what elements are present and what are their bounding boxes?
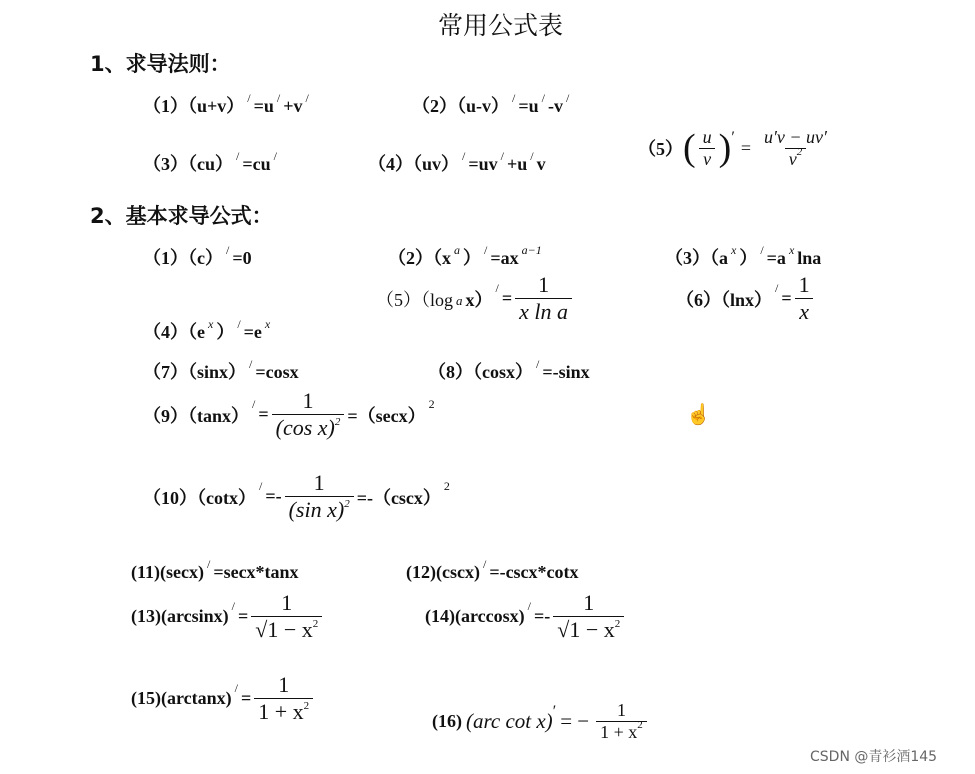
formula-arctangent: (15)(arctanx) / = $\frac{1}{1 + x^2}$ [131, 672, 316, 725]
section-heading-derivative-rules: 1、求导法则： [90, 52, 231, 76]
formula-secant: (11)(secx) / =secx*tanx [131, 557, 299, 582]
formula-arcsine: (13)(arcsinx) / = $\frac{1}{√1 - x^2}$ [131, 590, 325, 643]
rule-sum: （1）（u+v） / =u / +v / [143, 91, 309, 116]
rule-constant-multiple: （3）（cu） / =cu / [143, 149, 277, 174]
formula-exponential-e: （4）（e $^x$ ） / =e $^x$ [143, 317, 271, 342]
arctangent-fraction: $\frac{1}{1 + x^2}$ [254, 672, 313, 725]
page-title: 常用公式表 [438, 11, 564, 40]
log-fraction: $\frac{1}{\text{x ln a}}$ [515, 272, 572, 325]
ln-fraction: $\frac{1}{x}$ [795, 272, 814, 325]
arcsine-fraction: $\frac{1}{√1 - x^2}$ [251, 590, 322, 643]
formula-natural-log: （6）（lnx） / = $\frac{1}{x}$ [676, 272, 817, 325]
formula-logarithm-a: （5）（log a x） / = $\frac{1}{\text{x ln a}}$ [376, 272, 575, 325]
quotient-result-fraction: $\frac{u'v - uv'}{v^2}$ [763, 126, 827, 169]
formula-power: （2）（x $^a$ ） / =ax $^{a-1}$ [388, 243, 542, 268]
formula-cosine: （8）（cosx） / =-sinx [428, 357, 590, 382]
formula-cosecant: (12)(cscx) / =-cscx*cotx [406, 557, 579, 582]
formula-exponential-a: （3）（a $^x$ ） / =a $^x$ lna [665, 243, 822, 268]
arccosine-fraction: $\frac{1}{√1 - x^2}$ [553, 590, 624, 643]
tangent-fraction: $\frac{1}{(\cos x)^2}$ [272, 388, 345, 441]
formula-arccotangent: (16) (arc cot x) ′ = − $\frac{1}{1 + x^2}$ [432, 700, 650, 743]
formula-arccosine: (14)(arccosx) / =- $\frac{1}{√1 - x^2}$ [425, 590, 627, 643]
watermark: CSDN @青衫酒145 [810, 749, 938, 765]
formula-constant: （1）（c） / =0 [143, 243, 252, 268]
rule-quotient: （5） ( $\frac{u}{v}$ ) ′ = $\frac{u'v - uv'}{v^2}$ [638, 126, 834, 170]
formula-cotangent: （10）（cotx） / =- $\frac{1}{(\sin x)^2}$ =-（cscx） 2 [143, 470, 450, 522]
rule-difference: （2）（u-v） / =u / -v / [412, 91, 570, 116]
formula-tangent: （9）（tanx） / = $\frac{1}{(\cos x)^2}$ =（secx） 2 [143, 388, 435, 440]
formula-sine: （7）（sinx） / =cosx [143, 357, 299, 382]
arccotangent-fraction: $\frac{1}{1 + x^2}$ [596, 700, 647, 743]
section-heading-basic-formulas: 2、基本求导公式： [90, 204, 273, 228]
cotangent-fraction: $\frac{1}{(\sin x)^2}$ [285, 470, 354, 523]
quotient-inner-fraction: $\frac{u}{v}$ [699, 127, 716, 170]
hand-cursor-icon: ☝ [686, 404, 711, 426]
rule-product: （4）（uv） / =uv / +u / v [368, 149, 546, 174]
